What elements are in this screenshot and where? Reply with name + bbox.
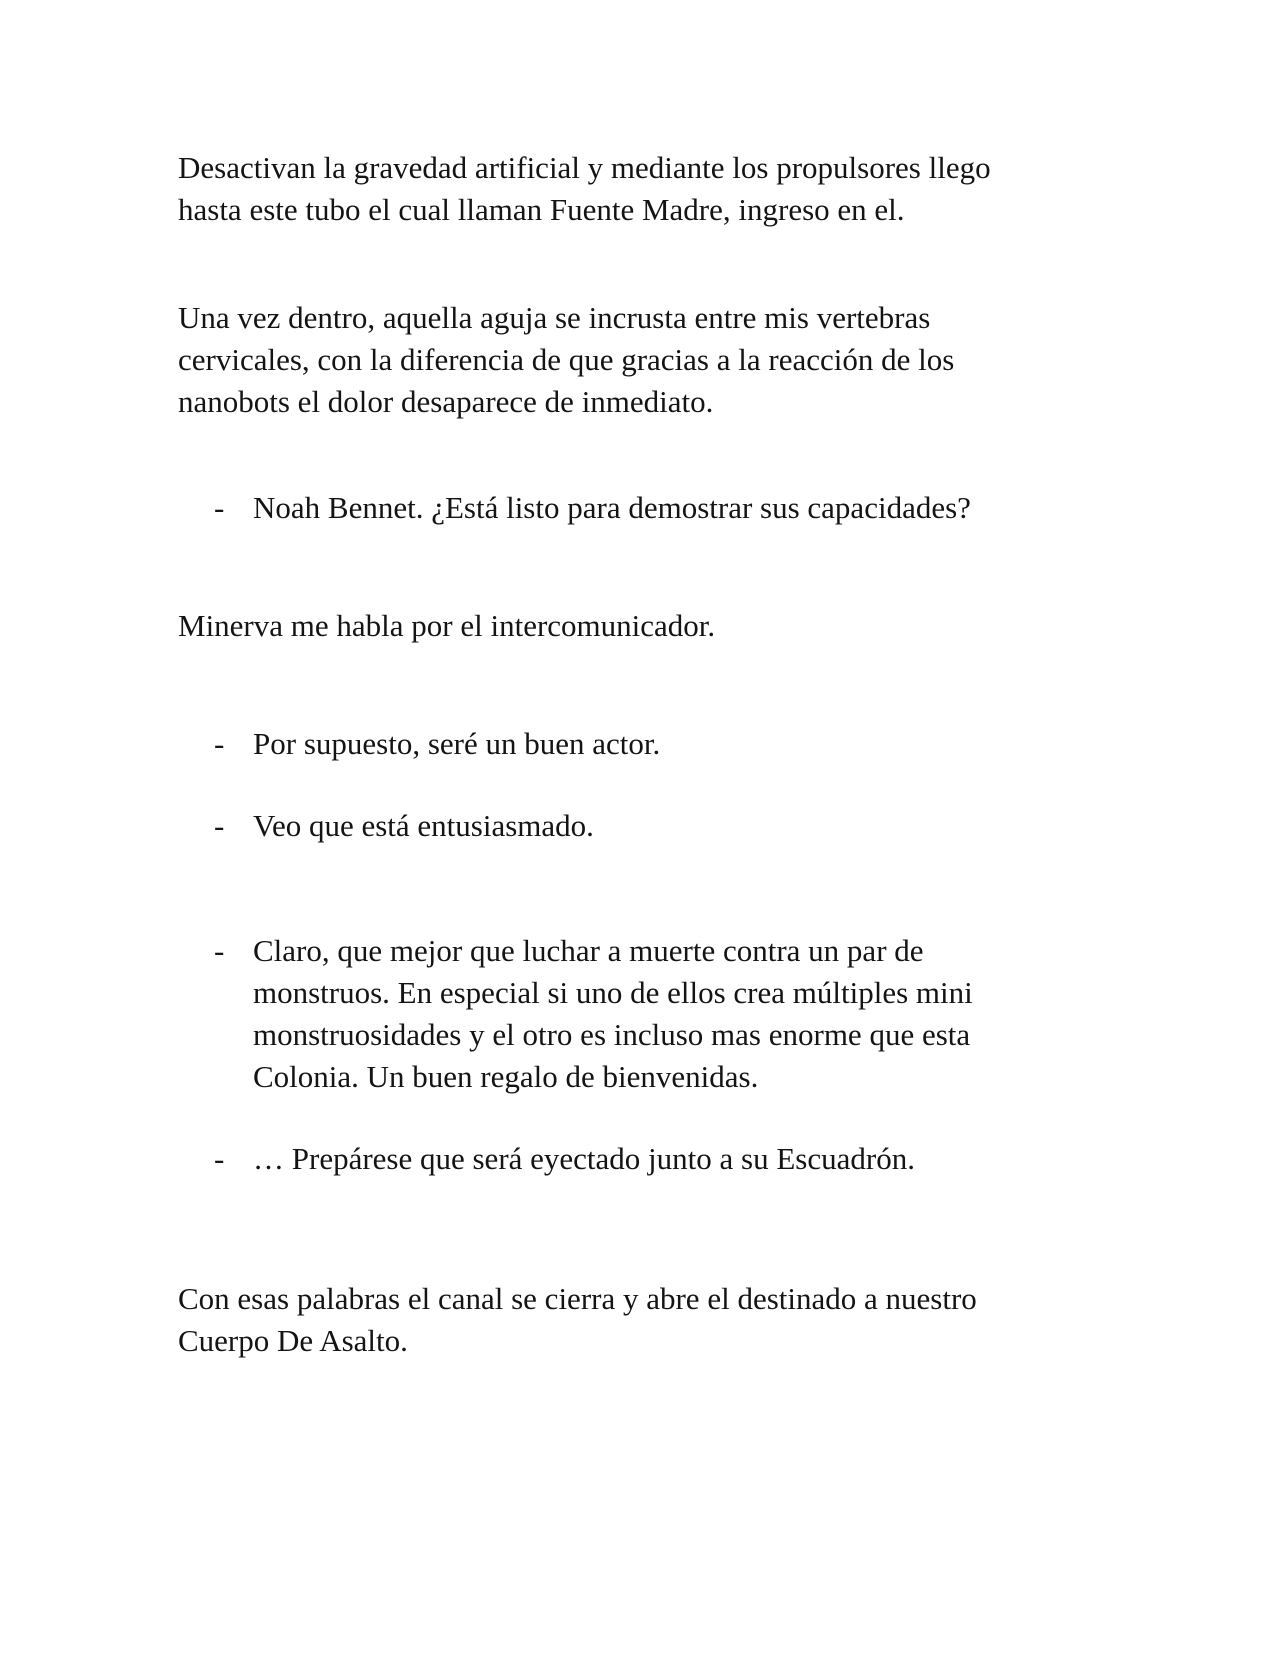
dialogue-text: Veo que está entusiasmado. [253,808,594,843]
dialogue-dash: - [214,726,225,761]
paragraph-needle: Una vez dentro, aquella aguja se incrusta entre mis vertebras cervicales, con la diferencia de que gracias a la reacción de los nanobots el dolor desaparece de inmediato. [178,300,955,419]
dialogue-dash: - [214,808,225,843]
dialogue-dash: - [214,490,225,525]
paragraph-intro: Desactivan la gravedad artificial y mediante los propulsores llego hasta este tubo el cual llaman Fuente Madre, ingreso en el. [178,150,991,227]
dialogue-dash: - [214,933,225,968]
dialogue-text: Por supuesto, seré un buen actor. [253,726,661,761]
paragraph-minerva: Minerva me habla por el intercomunicador. [178,608,716,643]
dialogue-text: … Prepárese que será eyectado junto a su Escuadrón. [253,1141,915,1176]
dialogue-text: Noah Bennet. ¿Está listo para demostrar sus capacidades? [253,490,971,525]
dialogue-dash: - [214,1141,225,1176]
paragraph-closing: Con esas palabras el canal se cierra y abre el destinado a nuestro Cuerpo De Asalto. [178,1281,977,1358]
dialogue-text: Claro, que mejor que luchar a muerte contra un par de monstruos. En especial si uno de ellos crea múltiples mini monstruosidades y el otro es incluso mas enorme que esta Colonia. Un buen regalo de bienvenidas. [253,933,973,1094]
